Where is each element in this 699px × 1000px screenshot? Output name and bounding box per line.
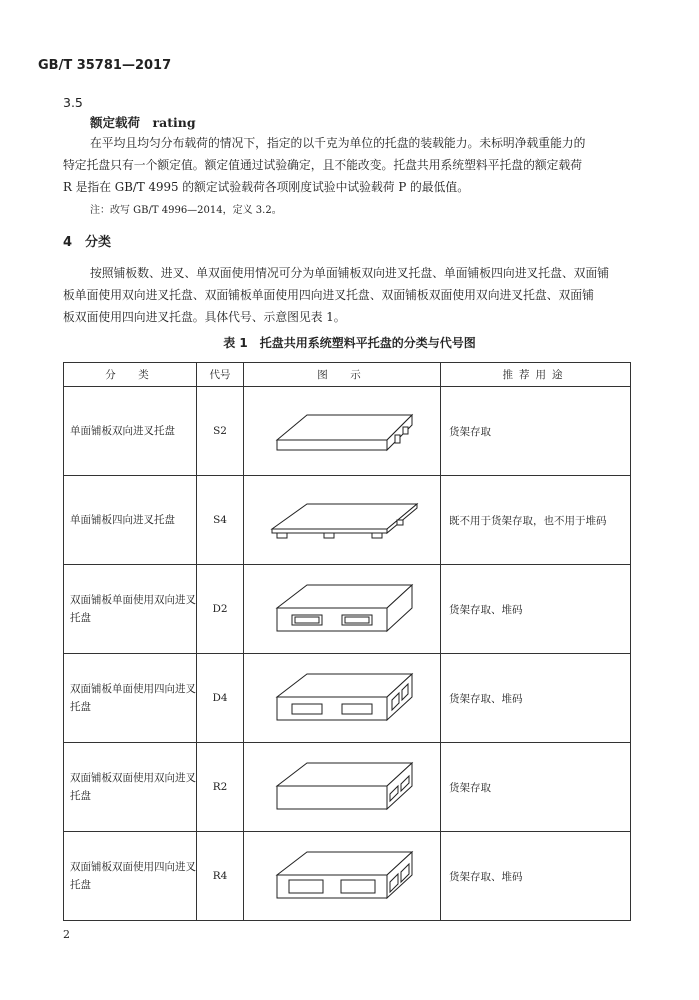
definition-line-3: R 是指在 GB/T 4995 的额定试验载荷各项刚度试验中试验载荷 P 的最低值。 — [63, 180, 469, 194]
category-cell: 双面铺板双面使用双向进叉托盘 — [64, 743, 197, 832]
code-cell: S4 — [197, 476, 244, 565]
pallet-diagram-icon — [247, 751, 437, 821]
code-cell: R2 — [197, 743, 244, 832]
category-cell: 单面铺板四向进叉托盘 — [64, 476, 197, 565]
classification-line-2: 板单面使用双向进叉托盘、双面铺板单面使用四向进叉托盘、双面铺板双面使用双向进叉托盘、双面铺 — [63, 288, 594, 302]
table-row — [64, 743, 631, 832]
use-cell: 货架存取、堆码 — [441, 654, 631, 743]
use-cell: 既不用于货架存取，也不用于堆码 — [441, 476, 631, 565]
use-cell: 货架存取 — [441, 387, 631, 476]
page-number: 2 — [63, 928, 70, 941]
pallet-diagram-icon — [247, 840, 437, 910]
table-row — [64, 476, 631, 565]
code-cell: R4 — [197, 832, 244, 921]
header-use: 推荐用途 — [441, 363, 631, 387]
pallet-diagram-icon — [247, 395, 437, 465]
standard-header: GB/T 35781—2017 — [38, 58, 172, 73]
note: 注：改写 GB/T 4996—2014，定义 3.2。 — [90, 205, 282, 216]
category-cell: 双面铺板单面使用四向进叉托盘 — [64, 654, 197, 743]
use-cell: 货架存取、堆码 — [441, 565, 631, 654]
diagram-cell — [244, 832, 441, 921]
term-en: rating — [152, 115, 196, 130]
definition-line-2: 特定托盘只有一个额定值。额定值通过试验确定，且不能改变。托盘共用系统塑料平托盘的额定载荷 — [63, 158, 583, 172]
category-cell: 单面铺板双向进叉托盘 — [64, 387, 197, 476]
pallet-diagram-icon — [247, 484, 437, 554]
classification-line-1: 按照铺板数、进叉、单双面使用情况可分为单面铺板双向进叉托盘、单面铺板四向进叉托盘、双面铺 — [90, 266, 610, 280]
table-row — [64, 654, 631, 743]
category-cell: 双面铺板单面使用双向进叉托盘 — [64, 565, 197, 654]
table-row — [64, 565, 631, 654]
term-cn: 额定载荷 — [90, 115, 141, 130]
table-row — [64, 387, 631, 476]
category-cell: 双面铺板双面使用四向进叉托盘 — [64, 832, 197, 921]
diagram-cell — [244, 565, 441, 654]
use-cell: 货架存取、堆码 — [441, 832, 631, 921]
diagram-cell — [244, 654, 441, 743]
code-cell: D2 — [197, 565, 244, 654]
pallet-diagram-icon — [247, 662, 437, 732]
header-diagram: 图 示 — [244, 363, 441, 387]
header-category: 分 类 — [64, 363, 197, 387]
code-cell: D4 — [197, 654, 244, 743]
classification-line-3: 板双面使用四向进叉托盘。具体代号、示意图见表 1。 — [63, 310, 346, 324]
diagram-cell — [244, 387, 441, 476]
classification-table — [63, 362, 631, 921]
header-code: 代号 — [197, 363, 244, 387]
use-cell: 货架存取 — [441, 743, 631, 832]
definition-line-1: 在平均且均匀分布载荷的情况下，指定的以千克为单位的托盘的装载能力。未标明净载重能力的 — [90, 136, 586, 150]
term-heading — [90, 112, 196, 134]
diagram-cell — [244, 476, 441, 565]
diagram-cell — [244, 743, 441, 832]
table-row — [64, 832, 631, 921]
section-4-title: 4 分类 — [63, 235, 112, 250]
pallet-diagram-icon — [247, 573, 437, 643]
section-number: 3.5 — [63, 95, 83, 110]
table-caption: 表 1 托盘共用系统塑料平托盘的分类与代号图 — [223, 336, 476, 350]
code-cell: S2 — [197, 387, 244, 476]
table-header-row — [64, 363, 631, 387]
